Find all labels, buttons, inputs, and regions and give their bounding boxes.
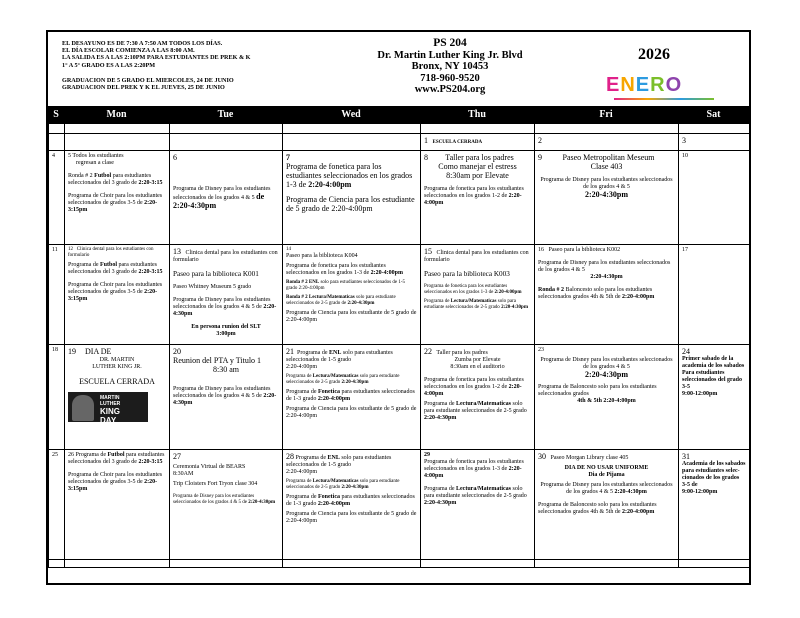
day-cell: 17 [679, 245, 750, 345]
day-cell: 7 Programa de fonetica para los estudiantes seleccionados en los grados 1-3 de 2:20-4:00pm Programa de Ciencia para los estudiante de 5 grado de 2:20-4:00pm [283, 151, 421, 245]
school-notes [62, 40, 362, 91]
note-start: EL DÍA ESCOLAR COMIENZA A LAS 8:00 AM. [62, 47, 195, 55]
day-cell: 3 [679, 134, 750, 151]
month-logo: ENERO [606, 74, 724, 98]
day-cell: 31 Academia de los sabados para estudiantes selec-cionados de los grados 3-5 de 9:00-12:00pm [679, 450, 750, 560]
day-cell: 10 [679, 151, 750, 245]
day-cell: 22 Taller para los padres Zumba por Elevate 8:30am en el auditorio Programa de fonetica para los estudiantes seleccionados en los grados 1-2 de 2:20-4:00pm Programa de Lectura/Matematicas solo para estudiante seleccionados de 2-5 grado 2:20-4:30pm [421, 345, 535, 450]
day-sat: Sat [706, 109, 721, 120]
week-row [49, 151, 750, 245]
day-cell: 9 Paseo Metropolitan Meseum Clase 403 Programa de Disney para los estudiantes seleccionados de los grados 4 & 5 2:20-4:30pm [535, 151, 679, 245]
note-dismissal-grades: 1° A 5° GRADO ES A LAS 2:20PM [62, 61, 156, 69]
week-row [49, 345, 750, 450]
day-cell: 26 Programa de Futbol para estudiantes seleccionados del 3 grado de 2:20-3:15 Programa de Choir para los estudiantes seleccionados de grados 3-5 de 2:20-3:15pm [65, 450, 170, 560]
day-cell: 25 [49, 450, 65, 560]
calendar-grid [48, 123, 750, 568]
day-fri: Fri [599, 109, 613, 120]
day-cell: 28 Programa de ENL solo para estudiantes seleccionados de 1-5 grado 2:20-4:00pm Programa de Lectura/Matematicas solo para estudiante seleccionados de 2-5 grado 2:20-4:30pm Programa de Fonetica para estudiantes seleccionados de 1-3 grado 2:20-4:00pm Programa de Ciencia para los estudiante de 5 grado de 2:20-4:00pm [283, 450, 421, 560]
note-dismissal-prek: LA SALIDA ES A LAS 2:10PM PARA ESTUDIANTES DE PREK & K [62, 54, 251, 62]
day-tue: Tue [217, 109, 234, 120]
day-cell: 13 Clinica dental para los estudiantes con formulario Paseo para la biblioteca K001 Paseo Whitney Museum 5 grado Programa de Disney para los estudiantes seleccionados de los grados 4 & 5 de 2:20-4:30pm En persona runion del SLT 3:00pm [170, 245, 283, 345]
day-cell: 21 Programa de ENL solo para estudiantes seleccionados de 1-5 grado 2:20-4:00pm Programa de Lectura/Matematicas solo para estudiante seleccionados de 2-5 grado 2:20-4:30pm Programa de Fonetica para estudiantes seleccionados de 1-3 grado 2:20-4:00pm Programa de Ciencia para los estudiante de 5 grado de 2:20-4:00pm [283, 345, 421, 450]
day-cell: 11 [49, 245, 65, 345]
day-cell: 2 [535, 134, 679, 151]
school-street: Dr. Martin Luther King Jr. Blvd [377, 49, 523, 61]
school-name: PS 204 [433, 37, 467, 49]
calendar-header [48, 32, 749, 107]
mlk-day-image: MARTIN LUTHER KING DAY [68, 392, 148, 422]
day-cell: 4 [49, 151, 65, 245]
day-cell: 24 Primer sabado de la academia de los sabados Para estudiantes seleccionados del grado 3-5 9:00-12:00pm [679, 345, 750, 450]
blank-row [49, 124, 750, 134]
week-row [49, 450, 750, 560]
day-cell: 5 Todos los estudiantes regresan a clase Ronda # 2 Futbol para estudiantes seleccionados del 3 grado de 2:20-3:15 Programa de Choir para los estudiantes seleccionados de grados 3-5 de 2:20-3:15pm [65, 151, 170, 245]
day-cell: 30 Paseo Morgan Library clase 405 DIA DE NO USAR UNIFORME Dia de Pijama Programa de Disney para los estudiantes seleccionados de los grados 4 & 5 2:20-4:30pm Programa de Baloncesto solo para los estudiantes seleccionados grados 4th & 5th de 2:20-4:00pm [535, 450, 679, 560]
day-cell: 12 Clinica dental para los estudiantes con formulario Programa de Futbol para estudiantes seleccionados del 3 grado de 2:20-3:15 Programa de Choir para los estudiantes seleccionados de grados 3-5 de 2:20-3:15pm [65, 245, 170, 345]
weekday-header [48, 107, 749, 123]
note-graduation-prek: GRADUACION DEL PREK Y K EL JUEVES, 25 DE JUNIO [62, 84, 225, 92]
school-city: Bronx, NY 10453 [411, 61, 489, 72]
day-cell: 1 ESCUELA CERRADA [421, 134, 535, 151]
day-cell: 19 DIA DE DR. MARTIN LUTHER KING JR. ESCUELA CERRADA MARTIN LUTHER KING DAY [65, 345, 170, 450]
day-cell: 18 [49, 345, 65, 450]
week-row [49, 134, 750, 151]
school-phone: 718-960-9520 [420, 72, 480, 84]
note-graduation-5: GRADUACION DE 5 GRADO EL MIERCOLES, 24 DE JUNIO [62, 76, 234, 84]
week-row [49, 245, 750, 345]
day-cell: 29 Programa de fonetica para los estudiantes seleccionados en los grados 1-3 de 2:20-4:00pm Programa de Lectura/Matematicas solo para estudiante seleccionados de 2-5 grado 2:20-4:30pm [421, 450, 535, 560]
day-wed: Wed [341, 109, 361, 120]
day-cell: 6 Programa de Disney para los estudiantes seleccionados de los grados 4 & 5 de 2:20-4:30pm [170, 151, 283, 245]
calendar-year: 2026 [638, 46, 670, 63]
blank-row [49, 560, 750, 568]
day-cell: 15 Clinica dental para los estudiantes con formulario Paseo para la biblioteca K003 Programa de fonetica para los estudiantes seleccionados en los grados 1-3 de 2:20-4:00pm Programa de Lectura/Matematicas solo para estudiante seleccionados de 2-5 grado 2:20-4:30pm [421, 245, 535, 345]
day-mon: Mon [106, 109, 127, 120]
note-breakfast: EL DESAYUNO ES DE 7:30 A 7:50 AM TODOS LOS DÍAS. [62, 40, 223, 47]
day-cell: 16 Paseo para la biblioteca K002 Programa de Disney para los estudiantes seleccionados de los grados 4 & 5 2:20-4:30pm Ronda # 2 Baloncesto solo para los estudiantes seleccionados grados 4th & 5th de 2:20-4:00pm [535, 245, 679, 345]
day-cell: 20 Reunion del PTA y Titulo 1 8:30 am Programa de Disney para los estudiantes seleccionados de los grados 4 & 5 de 2:20-4:30pm [170, 345, 283, 450]
school-website: www.PS204.org [414, 84, 486, 95]
day-cell: 23 Programa de Disney para los estudiantes seleccionados de los grados 4 & 5 2:20-4:30pm Programa de Baloncesto solo para los estudiantes seleccionados grados 4th & 5th 2:20-4:00pm [535, 345, 679, 450]
day-sun: S [53, 109, 59, 120]
day-cell: 27 Ceremonia Virtual de BEARS 8:30AM Trip Cloisters Fort Tryon clase 304 Programa de Disney para los estudiantes seleccionados de los grados 4 & 5 de 2:20-4:30pm [170, 450, 283, 560]
day-cell: 14 Paseo para la biblioteca K004 Programa de fonetica para los estudiantes seleccionados en los grados 1-3 de 2:20-4:00pm Ronda # 2 ENL solo para estudiantes seleccionados de 1-5 grado 2:20-4:00pm Ronda # 2 Lectura/Matematicas solo para estudiante seleccionados de 2-5 grado de 2:20-4:30pm Programa de Ciencia para los estudiante de 5 grado de 2:20-4:00pm [283, 245, 421, 345]
calendar-sheet [46, 30, 751, 585]
day-thu: Thu [468, 109, 486, 120]
school-info [366, 38, 534, 96]
day-cell: 8 Taller para los padres Como manejar el estress 8:30am por Elevate Programa de fonetica para los estudiantes seleccionados en los grados 1-2 de 2:20-4:00pm [421, 151, 535, 245]
